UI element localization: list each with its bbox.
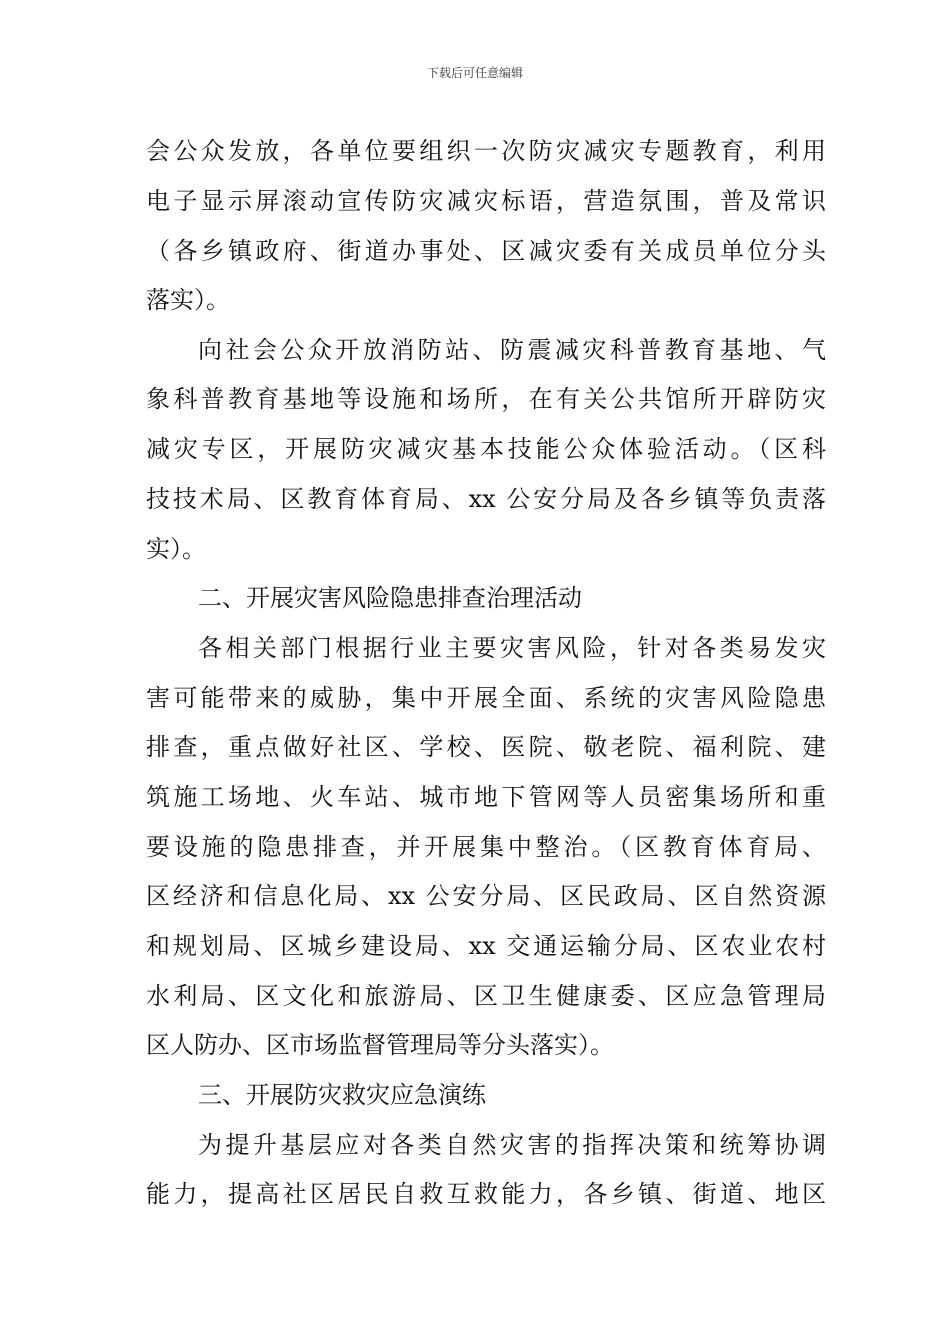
body-line: 电子显示屏滚动宣传防灾减灾标语，营造氛围，普及常识	[146, 187, 826, 215]
body-line: 实）。	[146, 535, 206, 563]
body-line: 害可能带来的威胁，集中开展全面、系统的灾害风险隐患	[146, 684, 826, 712]
body-line: 能力，提高社区居民自救互救能力，各乡镇、街道、地区	[146, 1180, 826, 1208]
page-header: 下载后可任意编辑	[426, 66, 523, 80]
paragraph-first-line: 向社会公众开放消防站、防震减灾科普教育基地、气	[198, 336, 826, 364]
body-line: 区经济和信息化局、xx 公安分局、区民政局、区自然资源	[146, 882, 826, 910]
body-line: 区人防办、区市场监督管理局等分头落实）。	[146, 1031, 614, 1059]
paragraph-first-line: 为提升基层应对各类自然灾害的指挥决策和统筹协调	[198, 1131, 826, 1159]
body-line: 排查，重点做好社区、学校、医院、敬老院、福利院、建	[146, 733, 826, 761]
body-line: 象科普教育基地等设施和场所，在有关公共馆所开辟防灾	[146, 385, 826, 413]
section-heading: 二、开展灾害风险隐患排查治理活动	[198, 584, 582, 612]
body-line: （各乡镇政府、街道办事处、区减灾委有关成员单位分头	[146, 237, 826, 265]
paragraph-first-line: 各相关部门根据行业主要灾害风险，针对各类易发灾	[198, 634, 826, 662]
body-line: 技技术局、区教育体育局、xx 公安分局及各乡镇等负责落	[146, 485, 826, 513]
body-line: 要设施的隐患排查，并开展集中整治。（区教育体育局、	[146, 833, 826, 861]
body-line: 和规划局、区城乡建设局、xx 交通运输分局、区农业农村	[146, 932, 826, 960]
body-line: 减灾专区，开展防灾减灾基本技能公众体验活动。（区科	[146, 435, 826, 463]
body-line: 筑施工场地、火车站、城市地下管网等人员密集场所和重	[146, 783, 826, 811]
body-line: 水利局、区文化和旅游局、区卫生健康委、区应急管理局	[146, 982, 826, 1010]
body-line: 会公众发放，各单位要组织一次防灾减灾专题教育，利用	[146, 137, 826, 165]
section-heading: 三、开展防灾救灾应急演练	[198, 1081, 486, 1109]
body-line: 落实）。	[146, 286, 230, 314]
